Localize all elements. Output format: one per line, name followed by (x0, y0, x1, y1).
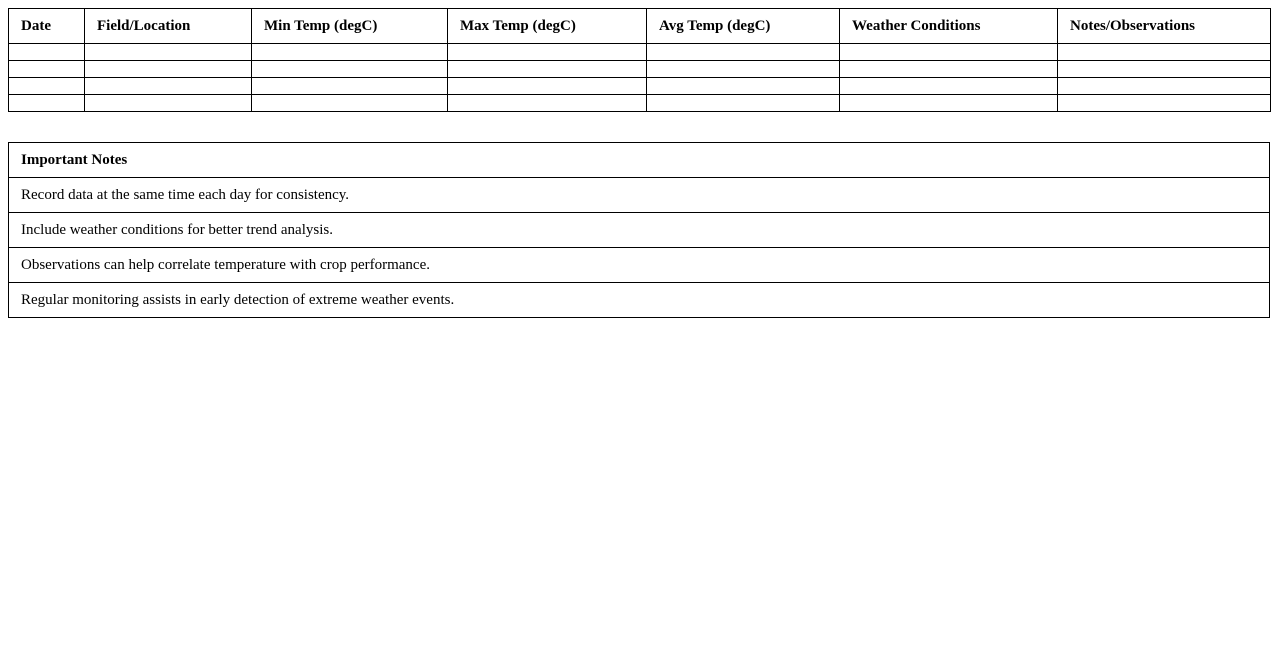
column-header-weather-conditions: Weather Conditions (840, 9, 1058, 44)
table-cell[interactable] (840, 95, 1058, 112)
table-cell[interactable] (85, 44, 252, 61)
list-item (9, 213, 1270, 248)
table-cell[interactable] (840, 78, 1058, 95)
table-cell[interactable] (252, 44, 448, 61)
table-row (9, 78, 1271, 95)
table-cell[interactable] (85, 78, 252, 95)
note-text: Observations can help correlate temperature with crop performance. (9, 248, 1270, 283)
table-cell[interactable] (448, 95, 647, 112)
table-cell[interactable] (252, 95, 448, 112)
table-row (9, 95, 1271, 112)
table-cell[interactable] (9, 44, 85, 61)
column-header-date: Date (9, 9, 85, 44)
table-cell[interactable] (1058, 95, 1271, 112)
note-text: Regular monitoring assists in early detection of extreme weather events. (9, 283, 1270, 318)
table-cell[interactable] (85, 95, 252, 112)
column-header-max-temp: Max Temp (degC) (448, 9, 647, 44)
table-cell[interactable] (647, 95, 840, 112)
table-cell[interactable] (448, 78, 647, 95)
note-text: Record data at the same time each day for consistency. (9, 178, 1270, 213)
table-cell[interactable] (1058, 61, 1271, 78)
table-cell[interactable] (647, 61, 840, 78)
column-header-field-location: Field/Location (85, 9, 252, 44)
table-cell[interactable] (448, 61, 647, 78)
table-cell[interactable] (9, 95, 85, 112)
column-header-min-temp: Min Temp (degC) (252, 9, 448, 44)
table-cell[interactable] (840, 44, 1058, 61)
table-cell[interactable] (840, 61, 1058, 78)
important-notes-table (8, 142, 1270, 318)
notes-header-row (9, 143, 1270, 178)
table-cell[interactable] (1058, 78, 1271, 95)
list-item (9, 248, 1270, 283)
table-cell[interactable] (252, 78, 448, 95)
table-cell[interactable] (647, 78, 840, 95)
column-header-notes-observations: Notes/Observations (1058, 9, 1271, 44)
temperature-log-table (8, 8, 1271, 112)
note-text: Include weather conditions for better trend analysis. (9, 213, 1270, 248)
table-cell[interactable] (85, 61, 252, 78)
table-header-row (9, 9, 1271, 44)
table-cell[interactable] (9, 61, 85, 78)
table-cell[interactable] (1058, 44, 1271, 61)
list-item (9, 283, 1270, 318)
table-row (9, 61, 1271, 78)
table-cell[interactable] (252, 61, 448, 78)
notes-title: Important Notes (9, 143, 1270, 178)
column-header-avg-temp: Avg Temp (degC) (647, 9, 840, 44)
list-item (9, 178, 1270, 213)
table-row (9, 44, 1271, 61)
table-cell[interactable] (647, 44, 840, 61)
table-cell[interactable] (9, 78, 85, 95)
table-cell[interactable] (448, 44, 647, 61)
